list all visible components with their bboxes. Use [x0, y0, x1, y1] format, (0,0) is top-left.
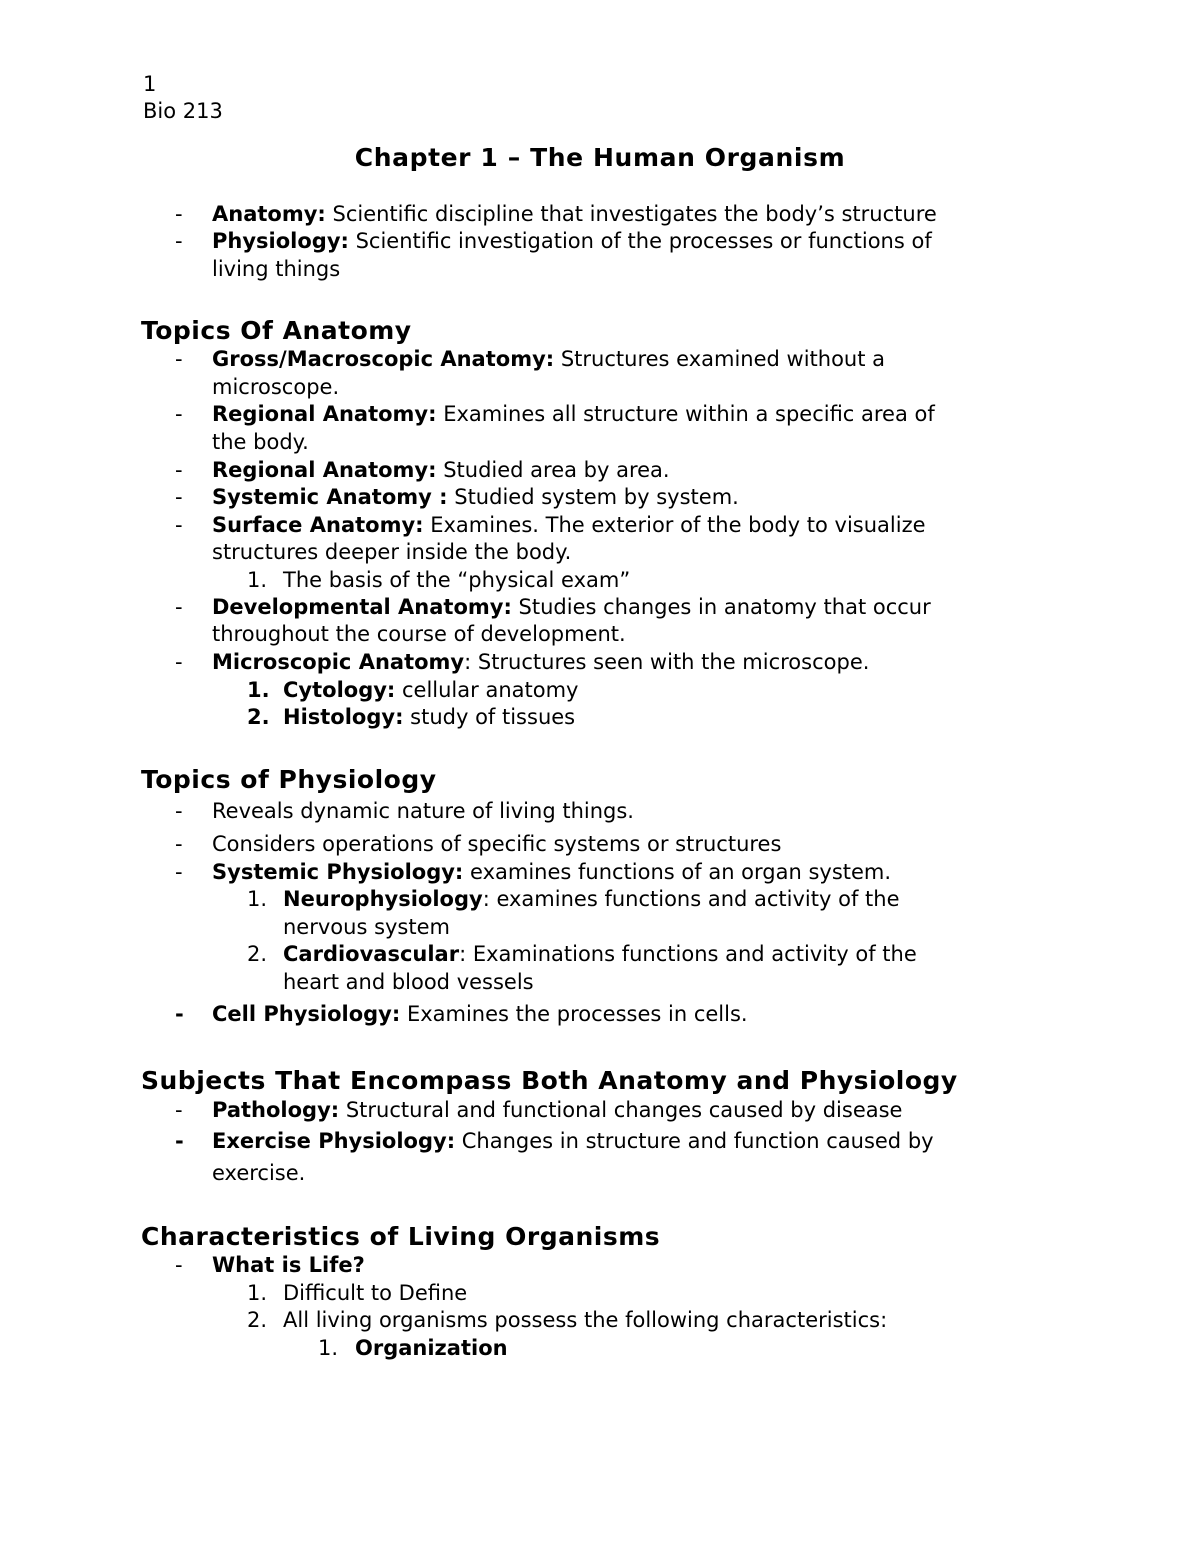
list-item — [212, 597, 931, 618]
definition: Studies changes in anatomy that occur — [511, 595, 931, 619]
list-item-continuation: the body. — [212, 430, 309, 454]
term: Physiology: — [212, 229, 349, 253]
term: Gross/Macroscopic Anatomy: — [212, 347, 555, 371]
list-item-continuation: living things — [212, 257, 341, 281]
section-heading: Subjects That Encompass Both Anatomy and Physiology — [141, 1066, 958, 1095]
list-item: Reveals dynamic nature of living things. — [212, 799, 634, 823]
term: Cardiovascular — [283, 942, 460, 966]
sub-sub-item-number: 1. — [318, 1336, 339, 1360]
section-heading: Topics of Physiology — [141, 765, 437, 794]
course-label: Bio 213 — [143, 99, 223, 123]
term: Cytology: — [283, 678, 396, 702]
list-item — [212, 404, 935, 425]
list-item — [212, 862, 891, 883]
definition: Structural and functional changes caused by disease — [339, 1098, 903, 1122]
bullet-dash: - — [175, 1253, 183, 1277]
bullet-dash: - — [175, 1129, 184, 1153]
list-item — [212, 1004, 748, 1025]
section-heading: Topics Of Anatomy — [141, 316, 412, 345]
bullet-dash: - — [175, 485, 183, 509]
term: Microscopic Anatomy — [212, 650, 465, 674]
bullet-dash: - — [175, 1002, 184, 1026]
sub-list-item — [283, 680, 578, 701]
sub-item-number: 1. — [247, 1281, 268, 1305]
bullet-dash: - — [175, 347, 183, 371]
sub-list-item — [283, 707, 575, 728]
definition: examines functions of an organ system. — [463, 860, 892, 884]
list-item — [212, 515, 926, 536]
sub-item-number: 1. — [247, 887, 268, 911]
bullet-dash: - — [175, 799, 183, 823]
definition: Examines the processes in cells. — [400, 1002, 748, 1026]
list-item — [212, 652, 869, 673]
term: Pathology: — [212, 1098, 340, 1122]
bullet-dash: - — [175, 832, 183, 856]
list-item-continuation: microscope. — [212, 375, 340, 399]
definition: : examines functions and activity of the — [482, 887, 900, 911]
definition: Scientific investigation of the processes or functions of — [348, 229, 932, 253]
sub-list-item — [283, 944, 917, 965]
sub-list-item: The basis of the “physical exam” — [283, 568, 631, 592]
bullet-dash: - — [175, 229, 183, 253]
definition: Scientific discipline that investigates the body’s structure — [325, 202, 937, 226]
definition: Studied system by system. — [447, 485, 739, 509]
bullet-dash: - — [175, 1098, 183, 1122]
sub-list-item-continuation: nervous system — [283, 915, 450, 939]
definition: Examines all structure within a specific area of — [436, 402, 935, 426]
sub-list-item-continuation: heart and blood vessels — [283, 970, 534, 994]
sub-item-number: 1. — [247, 678, 270, 702]
section-heading: Characteristics of Living Organisms — [141, 1222, 661, 1251]
definition: : Examinations functions and activity of the — [459, 942, 917, 966]
list-item — [212, 460, 670, 481]
list-item: What is Life? — [212, 1253, 365, 1277]
term: Histology: — [283, 705, 404, 729]
term: Systemic Anatomy : — [212, 485, 448, 509]
definition: Structures examined without a — [554, 347, 886, 371]
term: Cell Physiology: — [212, 1002, 401, 1026]
list-item-continuation: throughout the course of development. — [212, 622, 626, 646]
bullet-dash: - — [175, 650, 183, 674]
definition: Examines. The exterior of the body to visualize — [423, 513, 926, 537]
definition: : Structures seen with the microscope. — [464, 650, 870, 674]
list-item — [212, 487, 739, 508]
sub-list-item: All living organisms possess the following characteristics: — [283, 1308, 888, 1332]
list-item — [212, 1100, 902, 1121]
term: Developmental Anatomy: — [212, 595, 512, 619]
definition: Changes in structure and function caused by — [455, 1129, 934, 1153]
sub-item-number: 2. — [247, 1308, 268, 1332]
sub-item-number: 2. — [247, 942, 268, 966]
list-item — [212, 231, 932, 252]
sub-item-number: 2. — [247, 705, 270, 729]
sub-list-item: Difficult to Define — [283, 1281, 468, 1305]
term: Systemic Physiology: — [212, 860, 464, 884]
list-item: Considers operations of specific systems or structures — [212, 832, 782, 856]
definition: cellular anatomy — [395, 678, 579, 702]
page-number: 1 — [143, 72, 157, 96]
sub-sub-list-item: Organization — [355, 1336, 508, 1360]
term: Anatomy: — [212, 202, 326, 226]
page-title: Chapter 1 – The Human Organism — [354, 143, 846, 172]
list-item-continuation: exercise. — [212, 1161, 306, 1185]
definition: study of tissues — [403, 705, 576, 729]
list-item — [212, 204, 937, 225]
term: Regional Anatomy: — [212, 458, 437, 482]
term: Neurophysiology — [283, 887, 483, 911]
bullet-dash: - — [175, 595, 183, 619]
sub-item-number: 1. — [247, 568, 268, 592]
bullet-dash: - — [175, 202, 183, 226]
bullet-dash: - — [175, 458, 183, 482]
bullet-dash: - — [175, 402, 183, 426]
bullet-dash: - — [175, 860, 183, 884]
list-item-continuation: structures deeper inside the body. — [212, 540, 572, 564]
sub-list-item — [283, 889, 899, 910]
term: Regional Anatomy: — [212, 402, 437, 426]
term: Exercise Physiology: — [212, 1129, 456, 1153]
list-item — [212, 349, 885, 370]
bullet-dash: - — [175, 513, 183, 537]
term: Surface Anatomy: — [212, 513, 424, 537]
list-item — [212, 1131, 934, 1152]
definition: Studied area by area. — [436, 458, 670, 482]
